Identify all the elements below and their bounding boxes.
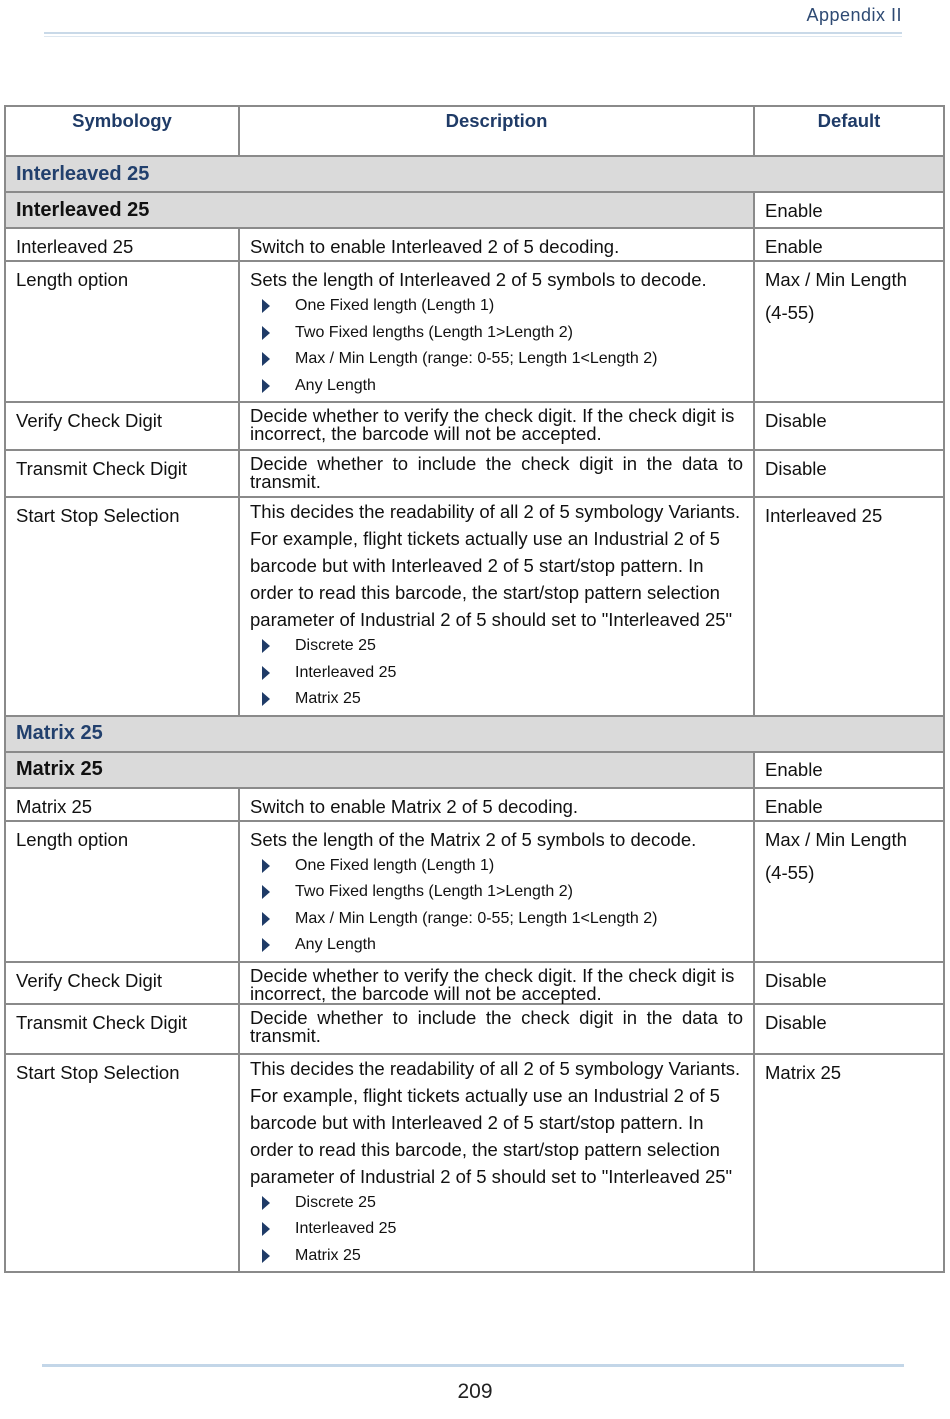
default-cell: Interleaved 25 bbox=[754, 497, 944, 716]
symbology-table bbox=[4, 105, 945, 1273]
description-text: Decide whether to include the check digit in the data to transmit. bbox=[250, 1006, 743, 1046]
default-range: (4-55) bbox=[765, 302, 815, 323]
header-divider-secondary bbox=[44, 36, 902, 37]
option-item: Interleaved 25 bbox=[258, 1216, 743, 1243]
table-row bbox=[5, 962, 944, 1004]
table-row bbox=[5, 450, 944, 497]
symbology-cell: Start Stop Selection bbox=[5, 497, 239, 716]
option-list bbox=[250, 853, 743, 961]
description-cell: Switch to enable Interleaved 2 of 5 decoding. bbox=[239, 228, 754, 261]
appendix-header: Appendix II bbox=[806, 5, 902, 25]
section-group-row bbox=[5, 716, 944, 752]
default-cell bbox=[754, 821, 944, 962]
description-text: Decide whether to verify the check digit. If the check digit is incorrect, the barcode will not be accepted. bbox=[250, 405, 735, 444]
option-item: Discrete 25 bbox=[258, 633, 743, 660]
description-cell bbox=[239, 821, 754, 962]
option-item: Matrix 25 bbox=[258, 686, 743, 713]
description-cell bbox=[239, 402, 754, 450]
symbology-cell: Length option bbox=[5, 261, 239, 402]
default-cell: Disable bbox=[754, 962, 944, 1004]
option-item: Two Fixed lengths (Length 1>Length 2) bbox=[258, 879, 743, 906]
section-subheader-row bbox=[5, 752, 944, 788]
column-header-symbology: Symbology bbox=[5, 106, 239, 156]
column-header-default: Default bbox=[754, 106, 944, 156]
option-item: Matrix 25 bbox=[258, 1243, 743, 1270]
option-item: Two Fixed lengths (Length 1>Length 2) bbox=[258, 320, 743, 347]
symbology-cell: Start Stop Selection bbox=[5, 1054, 239, 1273]
description-cell bbox=[239, 962, 754, 1004]
default-cell: Disable bbox=[754, 402, 944, 450]
footer-divider bbox=[42, 1364, 904, 1367]
description-cell: Switch to enable Matrix 2 of 5 decoding. bbox=[239, 788, 754, 821]
option-list bbox=[250, 1190, 743, 1272]
default-text: Max / Min Length bbox=[765, 828, 907, 850]
table-row bbox=[5, 402, 944, 450]
description-text: This decides the readability of all 2 of 5 symbology Variants. For example, flight tickets actually use an Industrial 2 of 5 barcode but with Interleaved 2 of 5 start/stop pattern. In order to read this barcode, the start/stop pattern selection parameter of Industrial 2 of 5 should set to "Interleaved 25" bbox=[250, 1057, 741, 1187]
table-row bbox=[5, 1004, 944, 1054]
description-text: This decides the readability of all 2 of 5 symbology Variants. For example, flight tickets actually use an Industrial 2 of 5 barcode but with Interleaved 2 of 5 start/stop pattern. In order to read this barcode, the start/stop pattern selection parameter of Industrial 2 of 5 should set to "Interleaved 25" bbox=[250, 501, 741, 630]
default-range: (4-55) bbox=[765, 861, 815, 883]
section-title: Interleaved 25 bbox=[5, 156, 944, 192]
table-row bbox=[5, 228, 944, 261]
option-list bbox=[250, 293, 743, 401]
option-item: One Fixed length (Length 1) bbox=[258, 853, 743, 880]
section-group-row bbox=[5, 156, 944, 192]
description-cell bbox=[239, 450, 754, 497]
default-text: Max / Min Length bbox=[765, 269, 907, 290]
default-cell: Matrix 25 bbox=[754, 1054, 944, 1273]
column-header-description: Description bbox=[239, 106, 754, 156]
option-item: Interleaved 25 bbox=[258, 660, 743, 687]
default-cell: Disable bbox=[754, 450, 944, 497]
default-cell bbox=[754, 261, 944, 402]
table-row bbox=[5, 497, 944, 716]
page-number: 209 bbox=[457, 1380, 493, 1403]
option-item: Any Length bbox=[258, 932, 743, 959]
subheader-default: Enable bbox=[754, 192, 944, 228]
description-text: Decide whether to include the check digit in the data to transmit. bbox=[250, 453, 743, 492]
symbology-cell: Matrix 25 bbox=[5, 788, 239, 821]
description-cell bbox=[239, 1054, 754, 1273]
description-cell bbox=[239, 261, 754, 402]
subheader-name: Interleaved 25 bbox=[5, 192, 754, 228]
table-row bbox=[5, 821, 944, 962]
option-item: Any Length bbox=[258, 373, 743, 400]
table-row bbox=[5, 788, 944, 821]
description-text: Sets the length of Interleaved 2 of 5 symbols to decode. bbox=[250, 269, 707, 290]
symbology-cell: Transmit Check Digit bbox=[5, 1004, 239, 1054]
symbology-cell: Interleaved 25 bbox=[5, 228, 239, 261]
table-row bbox=[5, 1054, 944, 1273]
table-row bbox=[5, 261, 944, 402]
subheader-default: Enable bbox=[754, 752, 944, 788]
header-divider bbox=[44, 32, 902, 34]
default-cell: Enable bbox=[754, 228, 944, 261]
subheader-name: Matrix 25 bbox=[5, 752, 754, 788]
symbology-cell: Verify Check Digit bbox=[5, 962, 239, 1004]
symbology-cell: Verify Check Digit bbox=[5, 402, 239, 450]
table-header-row bbox=[5, 106, 944, 156]
section-subheader-row bbox=[5, 192, 944, 228]
section-title: Matrix 25 bbox=[5, 716, 944, 752]
default-cell: Enable bbox=[754, 788, 944, 821]
description-text: Sets the length of the Matrix 2 of 5 symbols to decode. bbox=[250, 828, 697, 850]
description-text: Decide whether to verify the check digit. If the check digit is incorrect, the barcode will not be accepted. bbox=[250, 964, 735, 1004]
option-item: Max / Min Length (range: 0-55; Length 1<Length 2) bbox=[258, 906, 743, 933]
description-cell bbox=[239, 497, 754, 716]
option-item: Max / Min Length (range: 0-55; Length 1<Length 2) bbox=[258, 346, 743, 373]
option-item: One Fixed length (Length 1) bbox=[258, 293, 743, 320]
description-cell bbox=[239, 1004, 754, 1054]
default-cell: Disable bbox=[754, 1004, 944, 1054]
option-item: Discrete 25 bbox=[258, 1190, 743, 1217]
option-list bbox=[250, 633, 743, 715]
symbology-cell: Length option bbox=[5, 821, 239, 962]
symbology-cell: Transmit Check Digit bbox=[5, 450, 239, 497]
